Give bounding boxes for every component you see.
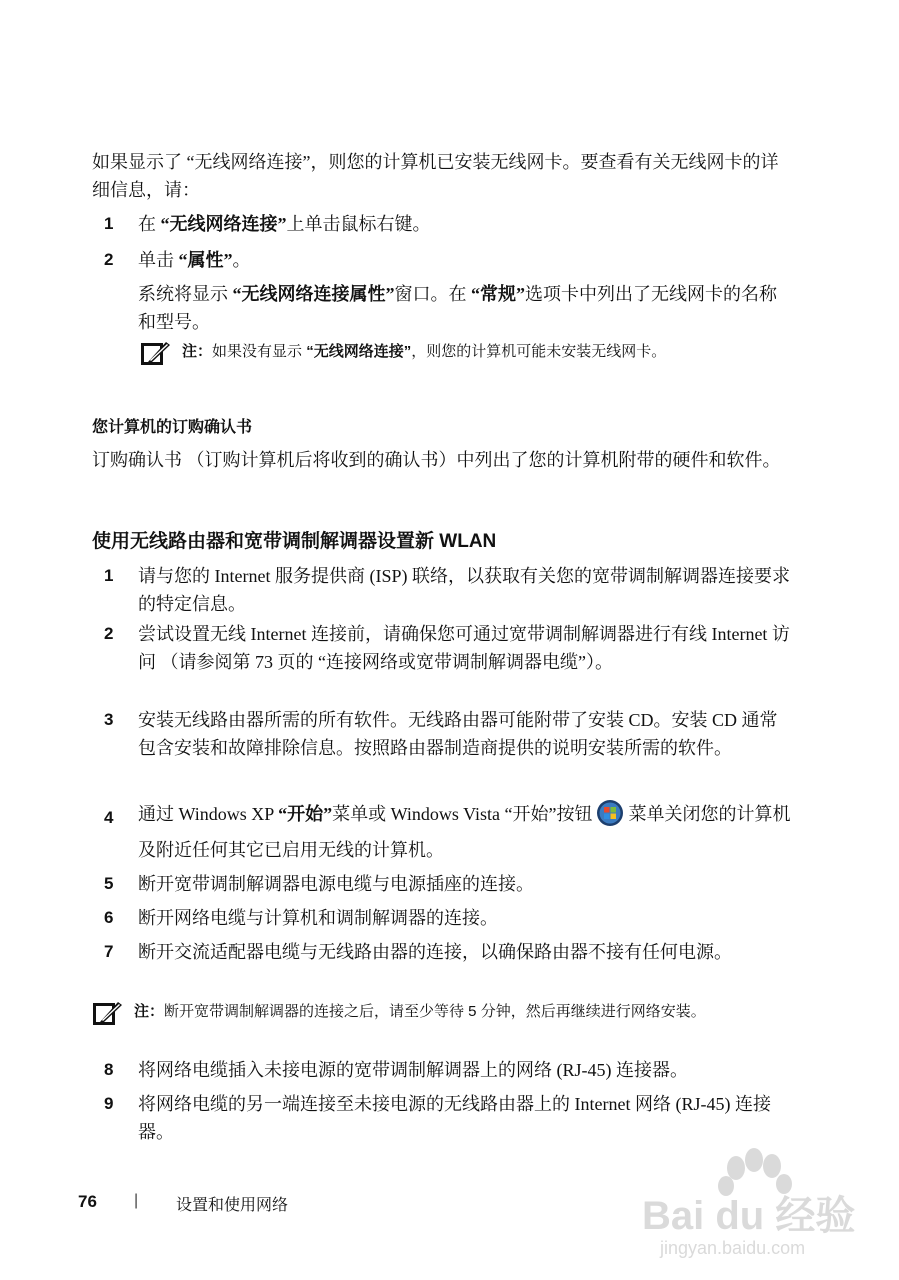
step-number: 1	[104, 214, 114, 233]
step-number: 1	[104, 566, 114, 585]
step-text: 断开网络电缆与计算机和调制解调器的连接。	[138, 908, 498, 928]
footer-separator: |	[134, 1192, 139, 1209]
section-body: 订购确认书 （订购计算机后将收到的确认书）中列出了您的计算机附带的硬件和软件。	[92, 450, 781, 470]
section-heading: 您计算机的订购确认书	[92, 419, 253, 436]
pencil-note-icon	[92, 1002, 124, 1028]
note-text: 注：如果没有显示 “无线网络连接”，则您的计算机可能未安装无线网卡。	[182, 343, 667, 360]
step-number: 2	[104, 624, 114, 643]
step-text: 通过 Windows XP “开始”菜单或 Windows Vista “开始”按钮 菜单关闭您的计算机及附近任何其它已启用无线的计算机。	[138, 796, 794, 868]
result-paragraph: 系统将显示 “无线网络连接属性”窗口。在 “常规”选项卡中列出了无线网卡的名称和型号。	[138, 284, 777, 332]
note-box	[92, 1000, 782, 1050]
watermark-brand: Bai du 经验	[642, 1194, 856, 1238]
step-text: 在 “无线网络连接”上单击鼠标右键。	[138, 214, 431, 234]
step-number: 2	[104, 250, 114, 269]
step-number: 5	[104, 874, 114, 893]
step-text: 断开交流适配器电缆与无线路由器的连接，以确保路由器不接有任何电源。	[138, 942, 732, 962]
page-number: 76	[78, 1192, 97, 1211]
section-heading-wlan: 使用无线路由器和宽带调制解调器设置新 WLAN	[92, 531, 497, 552]
note-box	[140, 340, 780, 392]
pencil-note-icon	[140, 342, 172, 368]
step-number: 4	[104, 808, 114, 827]
step-number: 7	[104, 942, 114, 961]
step-text: 断开宽带调制解调器电源电缆与电源插座的连接。	[138, 874, 534, 894]
baidu-watermark	[640, 1140, 860, 1270]
windows-start-orb-icon	[596, 799, 624, 827]
step-number: 6	[104, 908, 114, 927]
step-number: 9	[104, 1094, 114, 1113]
step-text: 请与您的 Internet 服务提供商 (ISP) 联络，以获取有关您的宽带调制解调器连接要求的特定信息。	[138, 566, 790, 614]
note-text: 注：断开宽带调制解调器的连接之后，请至少等待 5 分钟，然后再继续进行网络安装。	[134, 1003, 706, 1020]
step-text: 尝试设置无线 Internet 连接前，请确保您可通过宽带调制解调器进行有线 Internet 访问 （请参阅第 73 页的 “连接网络或宽带调制解调器电缆”）。	[138, 624, 790, 672]
intro-paragraph: 如果显示了 “无线网络连接”，则您的计算机已安装无线网卡。要查看有关无线网卡的详细信息，请：	[92, 152, 779, 200]
step-text: 单击 “属性”。	[138, 250, 251, 270]
step-number: 8	[104, 1060, 114, 1079]
footer-chapter: 设置和使用网络	[176, 1197, 289, 1214]
step-text: 安装无线路由器所需的所有软件。无线路由器可能附带了安装 CD。安装 CD 通常包含安装和故障排除信息。按照路由器制造商提供的说明安装所需的软件。	[138, 710, 778, 758]
step-text: 将网络电缆插入未接电源的宽带调制解调器上的网络 (RJ-45) 连接器。	[138, 1060, 688, 1080]
step-number: 3	[104, 710, 114, 729]
step-text: 将网络电缆的另一端连接至未接电源的无线路由器上的 Internet 网络 (RJ-45) 连接器。	[138, 1094, 771, 1142]
watermark-url: jingyan.baidu.com	[660, 1238, 806, 1258]
